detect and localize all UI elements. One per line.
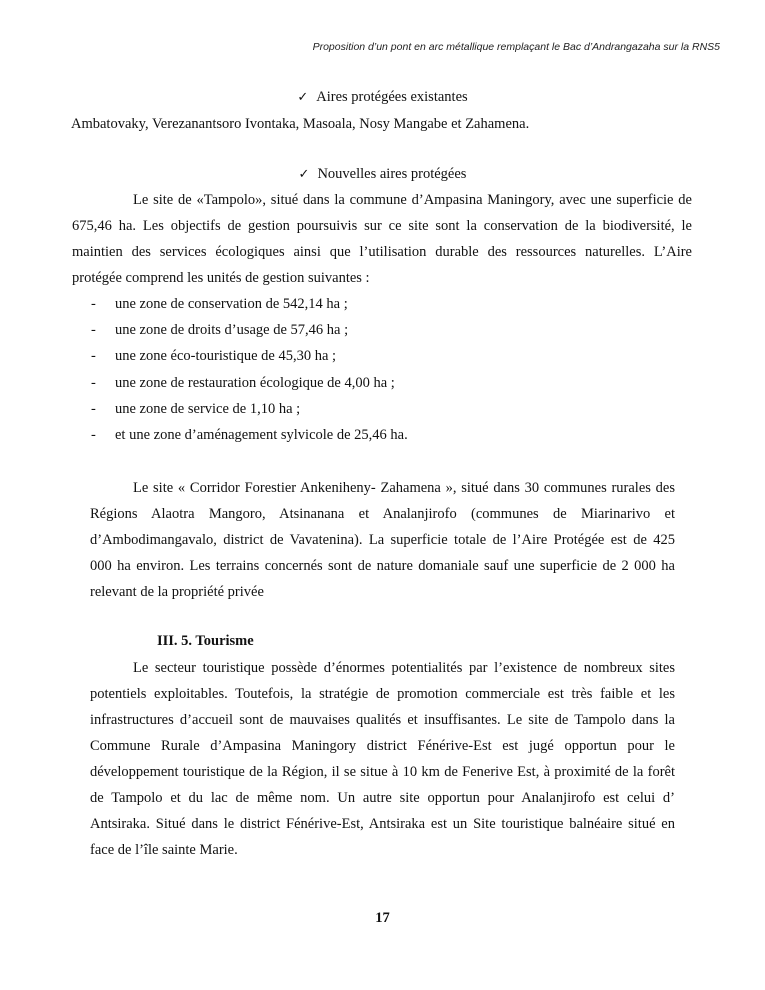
- page-number: 17: [375, 910, 390, 926]
- corridor-line: 000 ha environ. Les terrains concernés sont de nature domaniale sauf une superficie de 2 000 ha: [90, 558, 675, 574]
- tampolo-line: maintien des services écologiques ainsi que l’utilisation durable des ressources naturelles. L’Aire: [72, 244, 692, 260]
- tampolo-line: Le site de «Tampolo», situé dans la commune d’Ampasina Maningory, avec une superficie de: [133, 192, 692, 208]
- section-title-tourism: III. 5. Tourisme: [157, 633, 254, 649]
- corridor-line: Le site « Corridor Forestier Ankeniheny- Zahamena », situé dans 30 communes rurales des: [133, 480, 675, 496]
- existing-areas-title: Aires protégées existantes: [316, 89, 468, 105]
- tourism-line: Commune Rurale d’Ampasina Maningory district Fénérive-Est est jugé opportun pour le: [90, 738, 675, 754]
- tampolo-line: 675,46 ha. Les objectifs de gestion poursuivis sur ce site sont la conservation de la biodiversité, le: [72, 218, 692, 234]
- corridor-line: Régions Alaotra Mangoro, Atsinanana et Analanjirofo (communes de Miarinarivo et: [90, 506, 675, 522]
- existing-areas-text: Ambatovaky, Verezanantsoro Ivontaka, Masoala, Nosy Mangabe et Zahamena.: [71, 116, 530, 132]
- tourism-line: Le secteur touristique possède d’énormes potentialités par l’existence de nombreux sites: [133, 660, 675, 676]
- checkmark-icon: ✓: [297, 90, 309, 105]
- corridor-line: relevant de la propriété privée: [90, 584, 264, 600]
- tourism-line: développement touristique de la Région, il se situe à 10 km de Fenerive Est, à proximité de la forêt: [90, 764, 675, 780]
- tourism-line: infrastructures d’accueil sont de mauvaises qualités et insuffisantes. Le site de Tampolo dans la: [90, 712, 675, 728]
- corridor-line: d’Ambodimangavalo, district de Vavatenina). La superficie totale de l’Aire Protégée est de 425: [90, 532, 675, 548]
- checkmark-icon: ✓: [298, 167, 310, 182]
- tourism-line: de Tampolo et du lac de même nom. Un autre site opportun pour Analanjirofo est celui d’: [90, 790, 675, 806]
- new-areas-title: Nouvelles aires protégées: [317, 166, 467, 182]
- tampolo-line: protégée comprend les unités de gestion suivantes :: [72, 270, 370, 286]
- running-header: Proposition d’un pont en arc métallique remplaçant le Bac d’Andrangazaha sur la RNS5: [312, 41, 720, 53]
- existing-areas-heading: [0, 89, 765, 106]
- list-item: - et une zone d’aménagement sylvicole de 25,46 ha.: [91, 427, 408, 443]
- new-areas-heading: [0, 166, 765, 183]
- list-item: - une zone éco-touristique de 45,30 ha ;: [91, 348, 337, 364]
- tourism-line: potentiels exploitables. Toutefois, la stratégie de promotion commerciale est très faible et les: [90, 686, 675, 702]
- tourism-line: Antsiraka. Situé dans le district Fénérive-Est, Antsiraka est un Site touristique balnéaire situé en: [90, 816, 675, 832]
- list-item: - une zone de restauration écologique de 4,00 ha ;: [91, 375, 395, 391]
- list-item: - une zone de conservation de 542,14 ha ;: [91, 296, 348, 312]
- list-item: - une zone de droits d’usage de 57,46 ha ;: [91, 322, 349, 338]
- list-item: - une zone de service de 1,10 ha ;: [91, 401, 301, 417]
- tourism-line: face de l’île sainte Marie.: [90, 842, 238, 858]
